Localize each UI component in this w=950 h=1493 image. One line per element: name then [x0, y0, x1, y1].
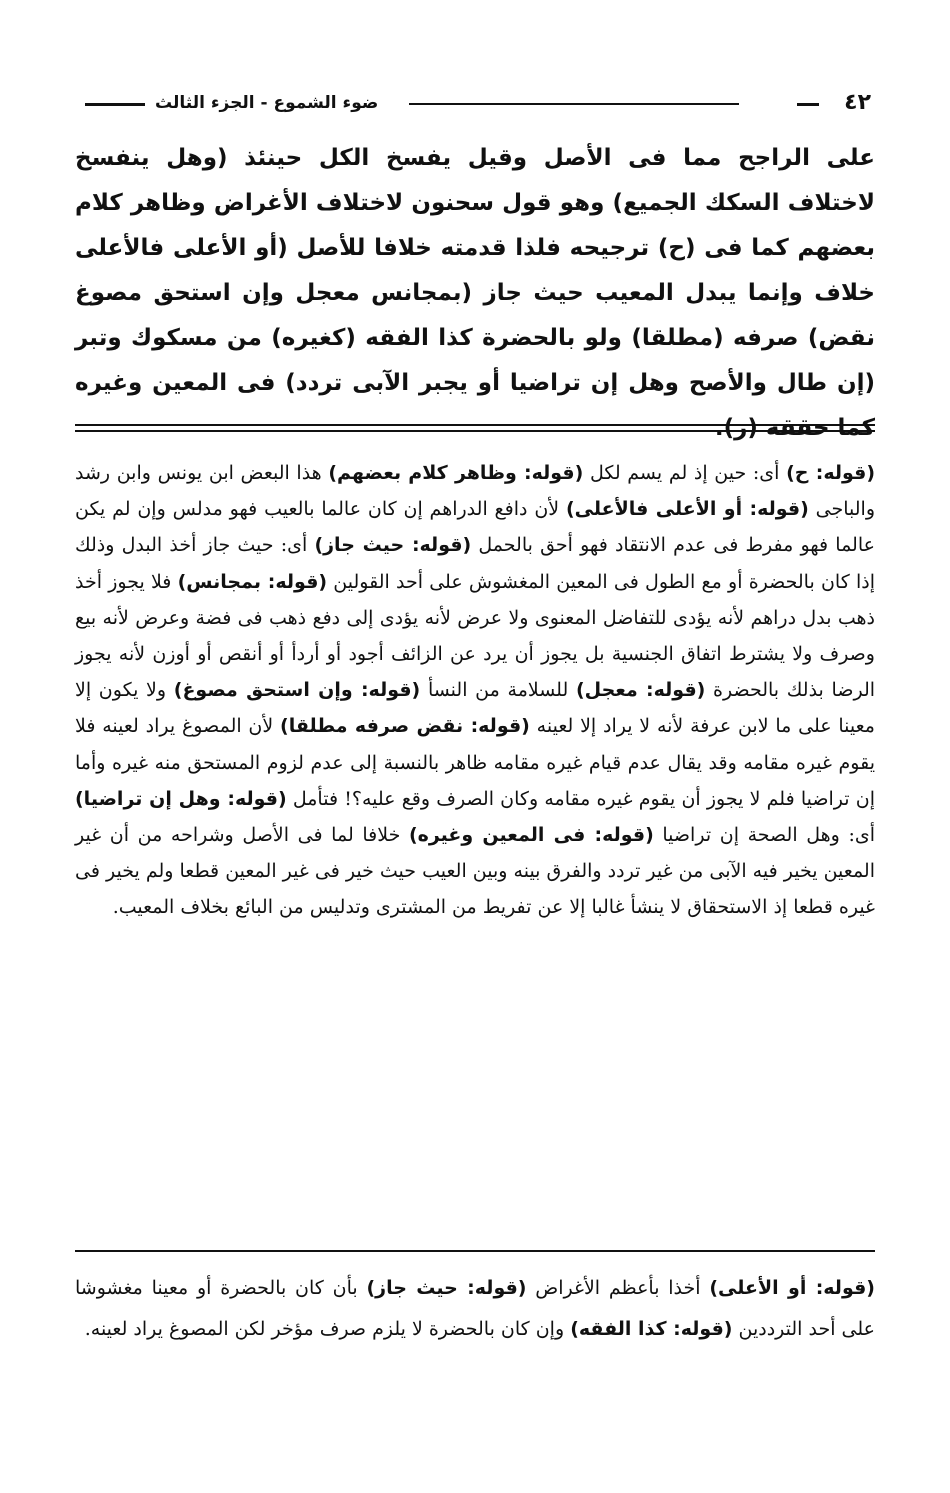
page-header — [85, 90, 871, 118]
commentary-text: لأن دافع الدراهم إن كان عالما بالعيب فهو مدلس وإن لم يكن عالما فهو مفرط فى عدم الانتقاد فهو أحق بالحمل — [75, 498, 875, 557]
main-text-block — [75, 136, 875, 451]
footnote-divider — [75, 1250, 875, 1252]
commentary-label: (قوله: معجل) — [575, 679, 706, 702]
commentary-label: (قوله: نقض صرفه مطلقا) — [280, 715, 530, 738]
commentary-text: فلا يجوز أخذ ذهب بدل دراهم لأنه يؤدى للتفاضل المعنوى ولا عرض لأنه يؤدى إلى دفع ذهب فى فضة وعرض لأنه بيع وصرف ولا يشترط اتفاق الجنسية بل يجوز أن يرد عن الزائف أجود أو أردأ أو أنقص أو أوزن لأنه يجوز الرضا بذلك بالحضرة — [75, 570, 876, 702]
header-rule — [409, 103, 739, 105]
commentary-text: أى: حيث جاز أخذ البدل وذلك إذا كان بالحضرة أو مع الطول فى المعين المغشوش على أحد القولين — [75, 534, 875, 593]
commentary-text: ولا يكون إلا معينا على ما لابن عرفة لأنه لا يراد إلا لعينه — [75, 679, 875, 738]
commentary-label: (قوله: حيث جاز) — [314, 534, 472, 557]
commentary-text: أى: وهل الصحة إن تراضيا — [653, 824, 875, 847]
running-title: ضوء الشموع - الجزء الثالث — [155, 93, 379, 113]
footnote-text: وإن كان بالحضرة لا يلزم صرف مؤخر لكن المصوغ يراد لعينه. — [84, 1318, 571, 1340]
page-number: ٤٢ — [844, 90, 871, 115]
header-dash-left — [85, 103, 145, 106]
commentary-paragraph — [75, 455, 875, 926]
commentary-label: (قوله: وظاهر كلام بعضهم) — [328, 462, 584, 484]
commentary-label: (قوله: وإن استحق مصوغ) — [173, 679, 421, 702]
commentary-text: لأن المصوغ يراد لعينه فلا يقوم غيره مقامه وقد يقال عدم قيام غيره مقامه ظاهر بالنسبة إلى عدم لزوم المستحق منه غيره وأما إن تراضيا فلم لا يجوز أن يقوم غيره مقامه وكان الصرف وقع عليه؟! فتأمل — [75, 715, 875, 810]
footnote-block — [75, 1268, 875, 1350]
commentary-text: خلافا لما فى الأصل وشراحه من أن غير المعين يخير فيه الآبى من غير تردد والفرق بينه وبين العيب حيث خير فى غير المعين قطعا ولم يخير فى غيره قطعا إذ الاستحقاق لا ينشأ غالبا إلا عن تفريط من المشترى وتدليس من البائع بخلاف المعيب. — [75, 824, 875, 919]
commentary-text: أى: حين إذ لم يسم لكل — [583, 462, 787, 484]
main-text: على الراجح مما فى الأصل وقيل يفسخ الكل حينئذ (وهل ينفسخ لاختلاف السكك الجميع) وهو قول سحنون لاختلاف الأغراض وظاهر كلام بعضهم كما فى (ح) ترجيحه فلذا قدمته خلافا للأصل (أو الأعلى فالأعلى خلاف وإنما يبدل المعيب حيث جاز (بمجانس معجل وإن استحق مصوغ نقض) صرفه (مطلقا) ولو بالحضرة كذا الفقه (كغيره) من مسكوك وتبر (إن طال والأصح وهل إن تراضيا أو يجبر الآبى تردد) فى المعين وغيره كما حققه (ر). — [75, 145, 875, 441]
commentary-label: (قوله: أو الأعلى فالأعلى) — [565, 498, 809, 521]
footnote-text: بأن كان بالحضرة أو معينا مغشوشا على أحد الترددين — [75, 1277, 875, 1340]
commentary-label: (قوله: ح) — [786, 462, 876, 484]
footnote-paragraph — [75, 1268, 875, 1350]
commentary-label: (قوله: وهل إن تراضيا) — [75, 787, 287, 810]
section-divider — [75, 424, 875, 432]
header-dash-right — [797, 103, 819, 106]
footnote-label: (قوله: حيث جاز) — [366, 1277, 527, 1299]
footnote-label: (قوله: كذا الفقه) — [570, 1318, 733, 1340]
commentary-label: (قوله: فى المعين وغيره) — [408, 824, 654, 847]
footnote-label: (قوله: أو الأعلى) — [709, 1277, 875, 1299]
commentary-text: للسلامة من النسأ — [420, 679, 576, 702]
commentary-text: هذا البعض ابن يونس وابن رشد والباجى — [75, 462, 875, 521]
footnote-text: أخذا بأعظم الأغراض — [526, 1277, 710, 1299]
commentary-block — [75, 455, 875, 926]
commentary-label: (قوله: بمجانس) — [177, 570, 328, 593]
